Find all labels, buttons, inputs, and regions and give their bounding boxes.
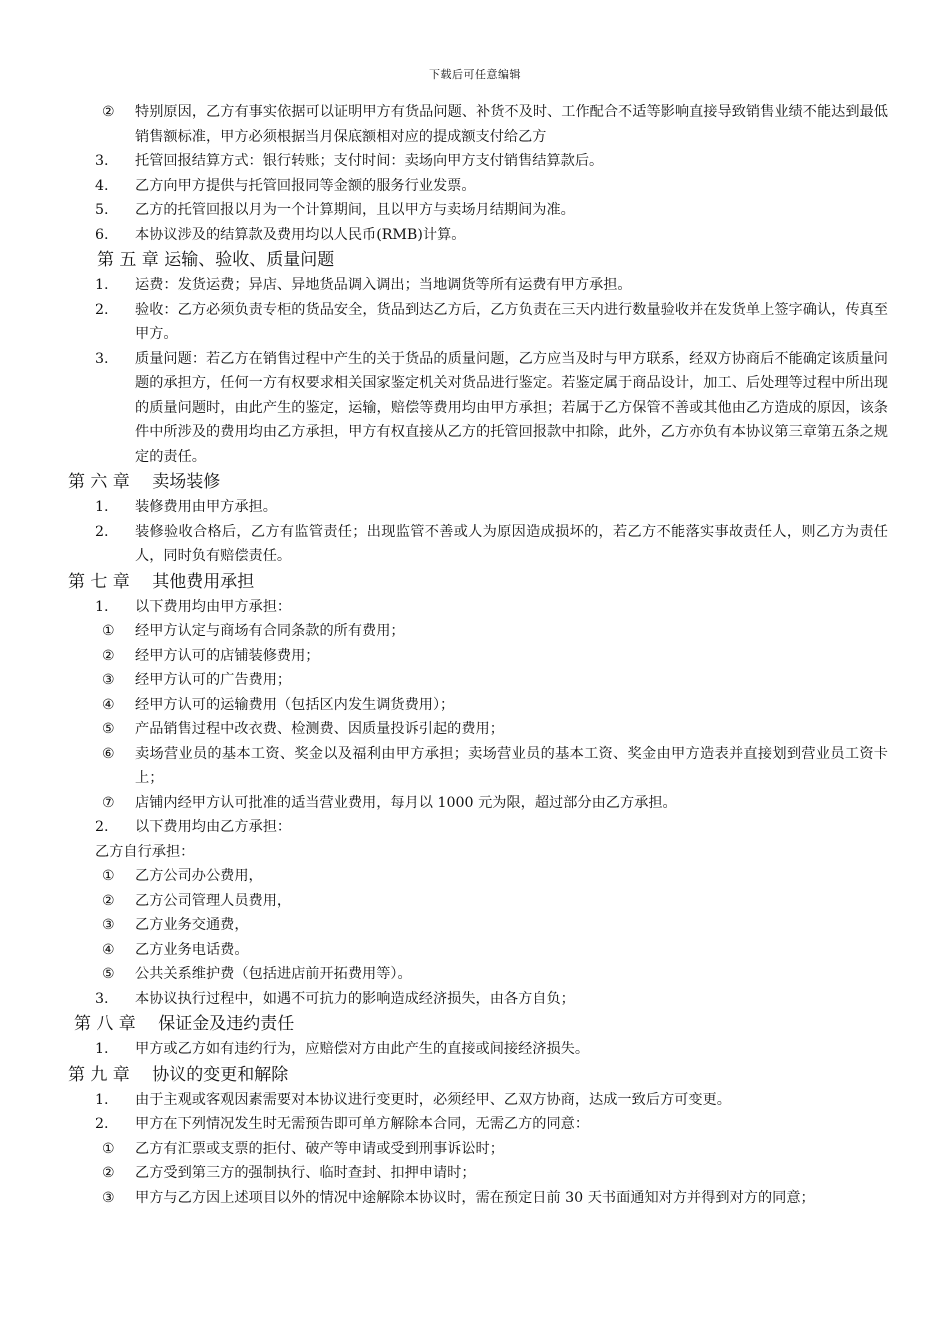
list-item-number: 3.: [95, 990, 109, 1007]
list-item: [0, 198, 950, 223]
list-item-text: 产品销售过程中改衣费、检测费、因质量投诉引起的费用；: [135, 721, 504, 737]
list-item-text: 卖场营业员的基本工资、奖金以及福利由甲方承担；卖场营业员的基本工资、奖金由甲方造表并直接划到营业员工资卡上；: [135, 745, 888, 786]
list-item-text: 公共关系维护费（包括进店前开拓费用等）。: [135, 966, 412, 982]
list-item-text: 乙方有汇票或支票的拒付、破产等申请或受到刑事诉讼时；: [135, 1140, 504, 1157]
list-item-text: 乙方的托管回报以月为一个计算期间，且以甲方与卖场月结期间为准。: [135, 202, 575, 218]
list-item-number: 2.: [95, 1116, 109, 1132]
list-item: [0, 987, 950, 1012]
list-item-number: 5.: [95, 202, 109, 218]
list-item-text: 甲方在下列情况发生时无需预告即可单方解除本合同，无需乙方的同意：: [135, 1116, 590, 1132]
list-item-number: ⑤: [102, 721, 115, 737]
list-item: [0, 791, 950, 816]
page-header: 下载后可任意编辑: [429, 68, 521, 81]
list-item: [0, 644, 950, 669]
list-item-number: ③: [102, 917, 115, 933]
list-item: [0, 742, 950, 791]
list-item-number: ②: [102, 1165, 115, 1181]
list-item-number: 4.: [95, 177, 109, 194]
list-item-text: 乙方向甲方提供与托管回报同等金额的服务行业发票。: [135, 177, 476, 194]
list-item: [0, 1112, 950, 1137]
list-item-text: 甲方或乙方如有违约行为，应赔偿对方由此产生的直接或间接经济损失。: [135, 1041, 590, 1057]
list-item-number: 2.: [95, 819, 109, 835]
list-item-number: 1.: [95, 1041, 109, 1057]
list-item: [0, 913, 950, 938]
paragraph: 乙方自行承担：: [95, 843, 195, 860]
list-item-text: 质量问题：若乙方在销售过程中产生的关于货品的质量问题，乙方应当及时与甲方联系，经双方协商后不能确定该质量问题的承担方，任何一方有权要求相关国家鉴定机关对货品进行鉴定。若鉴定属于商品设计，加工、后处理等过程中所出现的质量问题时，由此产生的鉴定，运输，赔偿等费用均由甲方承担；若属于乙方保管不善或其他由乙方造成的原因，该条件中所涉及的费用均由乙方承担，甲方有权直接从乙方的托管回报款中扣除，此外，乙方亦负有本协议第三章第五条之规定的责任。: [135, 350, 888, 465]
list-item: [0, 495, 950, 520]
list-item-number: 6.: [95, 226, 109, 243]
list-item: [0, 223, 950, 248]
list-item-number: ②: [102, 892, 115, 909]
list-item-text: 以下费用均由乙方承担：: [135, 819, 292, 835]
list-item: [0, 174, 950, 199]
list-item: [0, 1186, 950, 1211]
list-item-number: 1.: [95, 1091, 109, 1108]
list-item: [0, 889, 950, 914]
list-item: [0, 1137, 950, 1162]
list-item: [0, 273, 950, 298]
list-item-number: ④: [102, 696, 115, 713]
list-item: [0, 347, 950, 470]
list-item-number: 1.: [95, 598, 109, 615]
list-item-text: 经甲方认可的运输费用（包括区内发生调货费用）；: [135, 696, 455, 713]
chapter-heading: 第 六 章 卖场装修: [68, 472, 221, 492]
list-item-text: 以下费用均由甲方承担：: [135, 598, 292, 615]
chapter-heading: 第 八 章 保证金及违约责任: [74, 1014, 295, 1034]
document-body: [0, 100, 950, 1210]
list-item-text: 本协议执行过程中，如遇不可抗力的影响造成经济损失，由各方自负；: [135, 990, 575, 1007]
list-item-number: ①: [102, 1140, 115, 1157]
list-item-number: ②: [102, 647, 115, 664]
list-item-number: ⑤: [102, 966, 115, 982]
list-item: [0, 1161, 950, 1186]
list-item-text: 乙方受到第三方的强制执行、临时查封、扣押申请时；: [135, 1165, 476, 1181]
list-item-text: 由于主观或客观因素需要对本协议进行变更时，必须经甲、乙双方协商，达成一致后方可变更。: [135, 1091, 731, 1108]
chapter-heading: 第 九 章 协议的变更和解除: [68, 1064, 289, 1085]
list-item: [0, 668, 950, 693]
list-item-text: 托管回报结算方式：银行转账；支付时间：卖场向甲方支付销售结算款后。: [135, 153, 604, 169]
list-item: [0, 815, 950, 840]
list-item-number: ①: [102, 623, 115, 639]
list-item-text: 店铺内经甲方认可批准的适当营业费用，每月以 1000 元为限，超过部分由乙方承担。: [135, 794, 677, 811]
list-item-text: 乙方业务交通费，: [135, 917, 249, 933]
list-item: [0, 717, 950, 742]
list-item: [0, 864, 950, 889]
list-item-number: ⑦: [102, 794, 115, 811]
list-item: [0, 595, 950, 620]
list-item: [0, 1088, 950, 1113]
list-item-text: 运费：发货运费；异店、异地货品调入调出；当地调货等所有运费有甲方承担。: [135, 277, 632, 293]
list-item: [0, 693, 950, 718]
list-item: [0, 298, 950, 347]
list-item: [0, 1037, 950, 1062]
list-item-text: 乙方公司办公费用，: [135, 868, 263, 884]
list-item-text: 乙方业务电话费。: [135, 941, 249, 958]
list-item: [0, 520, 950, 569]
list-item-text: 本协议涉及的结算款及费用均以人民币(RMB)计算。: [135, 226, 466, 243]
list-item-text: 乙方公司管理人员费用，: [135, 892, 292, 909]
list-item-number: 3.: [95, 350, 109, 367]
list-item-text: 特别原因，乙方有事实依据可以证明甲方有货品问题、补货不及时、工作配合不适等影响直接导致销售业绩不能达到最低销售额标准，甲方必须根据当月保底额相对应的提成额支付给乙方: [135, 104, 888, 145]
list-item-text: 甲方与乙方因上述项目以外的情况中途解除本协议时，需在预定日前 30 天书面通知对方并得到对方的同意；: [135, 1189, 815, 1206]
list-item-number: 3.: [95, 153, 109, 169]
list-item-number: ③: [102, 672, 115, 688]
list-item-text: 装修验收合格后，乙方有监管责任；出现监管不善或人为原因造成损坏的，若乙方不能落实事故责任人，则乙方为责任人，同时负有赔偿责任。: [135, 523, 888, 564]
list-item-text: 经甲方认可的广告费用；: [135, 672, 292, 688]
chapter-heading: 第 七 章 其他费用承担: [68, 571, 255, 592]
list-item-number: 1.: [95, 277, 109, 293]
list-item-text: 经甲方认可的店铺装修费用；: [135, 647, 320, 664]
list-item-number: ⑥: [102, 745, 115, 762]
list-item: [0, 619, 950, 644]
list-item: [0, 100, 950, 149]
list-item-text: 经甲方认定与商场有合同条款的所有费用；: [135, 623, 405, 639]
list-item-number: ③: [102, 1189, 115, 1206]
list-item-number: 1.: [95, 499, 109, 515]
list-item-number: ④: [102, 941, 115, 958]
list-item-text: 装修费用由甲方承担。: [135, 499, 277, 515]
list-item-number: 2.: [95, 301, 109, 318]
list-item: [0, 149, 950, 174]
list-item-text: 验收：乙方必须负责专柜的货品安全，货品到达乙方后，乙方负责在三天内进行数量验收并在发货单上签字确认，传真至甲方。: [135, 301, 888, 342]
chapter-heading: 第 五 章 运输、验收、质量问题: [97, 250, 335, 270]
list-item-number: ②: [102, 104, 115, 120]
list-item-number: 2.: [95, 523, 109, 540]
list-item-number: ①: [102, 868, 115, 884]
list-item: [0, 938, 950, 963]
list-item: [0, 962, 950, 987]
